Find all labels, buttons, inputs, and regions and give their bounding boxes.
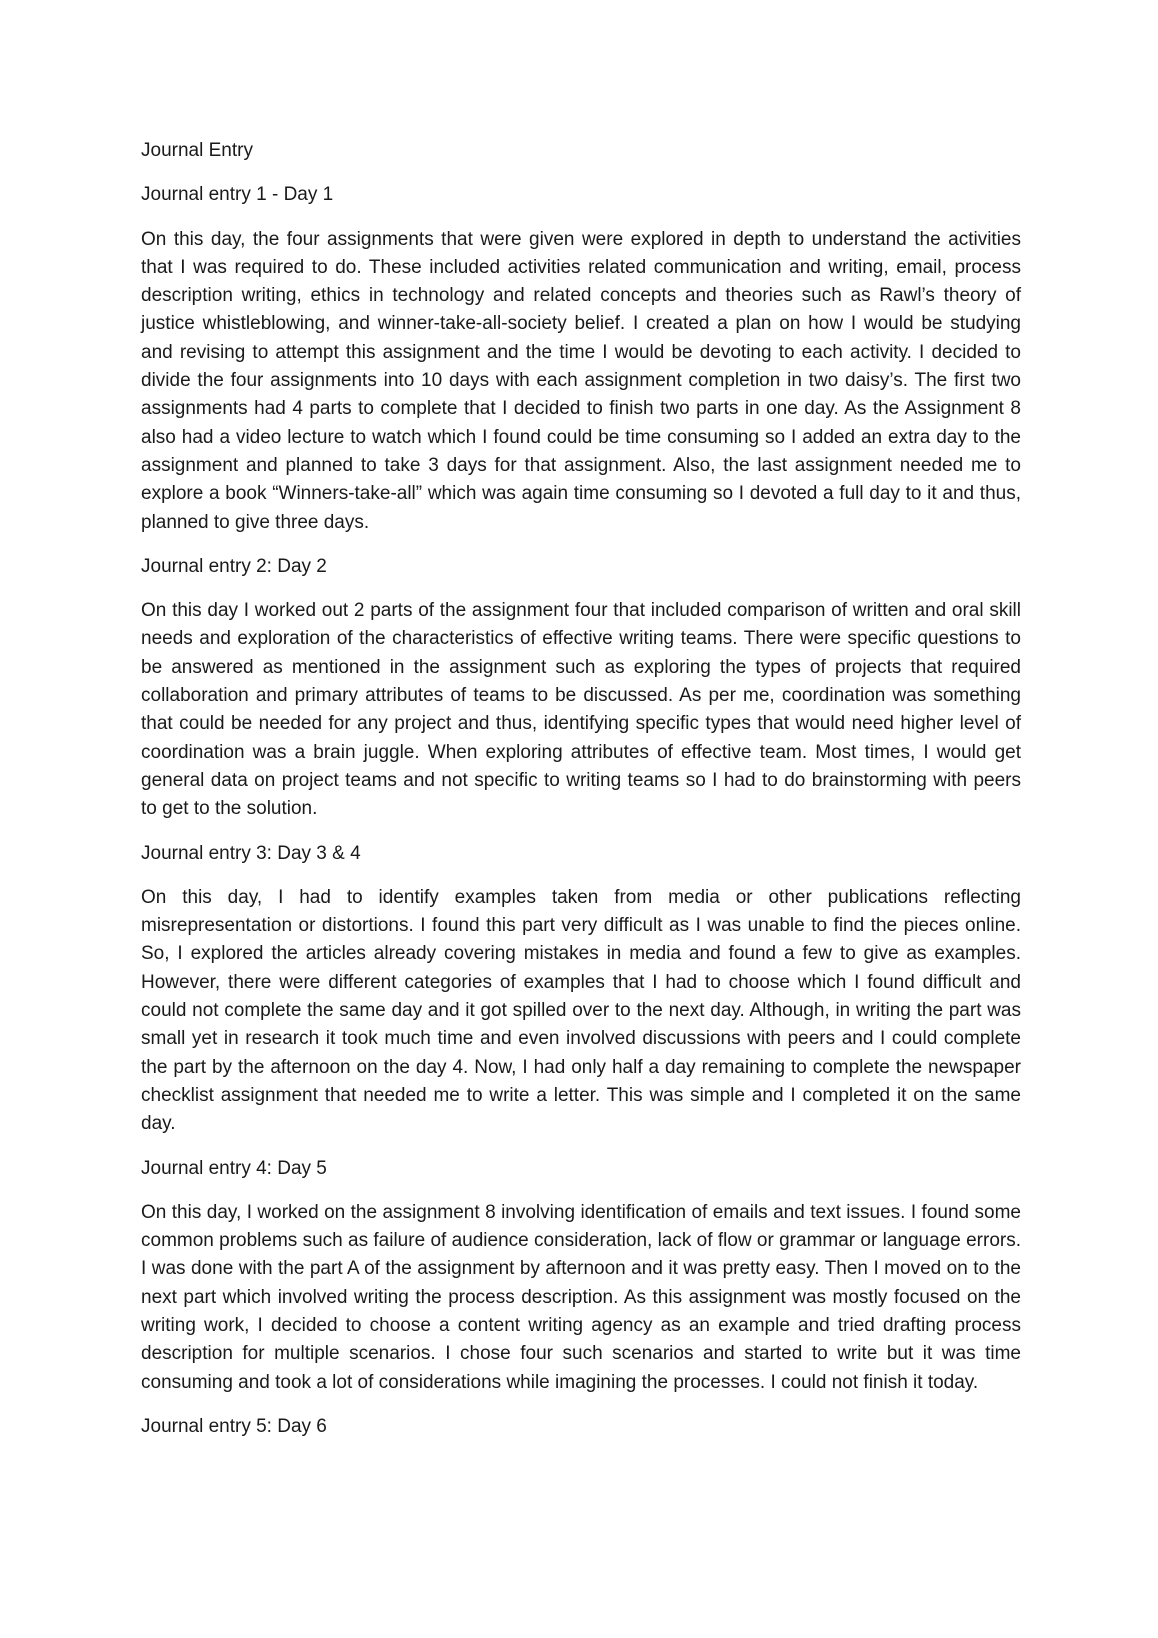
document-page [141,137,1021,1457]
entry-body-4: On this day, I worked on the assignment 8 involving identification of emails and text issues. I found some common problems such as failure of audience consideration, lack of flow or grammar or language errors. I was done with the part A of the assignment by afternoon and it was pretty easy. Then I moved on to the next part which involved writing the process description. As this assignment was mostly focused on the writing work, I decided to choose a content writing agency as an example and tried drafting process description for multiple scenarios. I chose four such scenarios and started to write but it was time consuming and took a lot of considerations while imagining the processes. I could not finish it today. [141,1201,1021,1393]
entry-heading-3: Journal entry 3: Day 3 & 4 [141,842,361,864]
entry-body-3: On this day, I had to identify examples taken from media or other publications reflecting misrepresentation or distortions. I found this part very difficult as I was unable to find the pieces online. So, I explored the articles already covering mistakes in media and found a few to give as examples. However, there were different categories of examples that I had to choose which I found difficult and could not complete the same day and it got spilled over to the next day. Although, in writing the part was small yet in research it took much time and even involved discussions with peers and I could complete the part by the afternoon on the day 4. Now, I had only half a day remaining to complete the newspaper checklist assignment that needed me to write a letter. This was simple and I completed it on the same day. [141,886,1021,1135]
entry-body-1: On this day, the four assignments that were given were explored in depth to understand the activities that I was required to do. These included activities related communication and writing, email, process description writing, ethics in technology and related concepts and theories such as Rawl’s theory of justice whistleblowing, and winner-take-all-society belief. I created a plan on how I would be studying and revising to attempt this assignment and the time I would be devoting to each activity. I decided to divide the four assignments into 10 days with each assignment completion in two daisy’s. The first two assignments had 4 parts to complete that I decided to finish two parts in one day. As the Assignment 8 also had a video lecture to watch which I found could be time consuming so I added an extra day to the assignment and planned to take 3 days for that assignment. Also, the last assignment needed me to explore a book “Winners-take-all” which was again time consuming so I devoted a full day to it and thus, planned to give three days. [141,228,1021,533]
entry-body-2: On this day I worked out 2 parts of the assignment four that included comparison of written and oral skill needs and exploration of the characteristics of effective writing teams. There were specific questions to be answered as mentioned in the assignment such as exploring the types of projects that required collaboration and primary attributes of teams to be discussed. As per me, coordination was something that could be needed for any project and thus, identifying specific types that would need higher level of coordination was a brain juggle. When exploring attributes of effective team. Most times, I would get general data on project teams and not specific to writing teams so I had to do brainstorming with peers to get to the solution. [141,600,1021,820]
document-title: Journal Entry [141,140,253,161]
entry-heading-5: Journal entry 5: Day 6 [141,1415,327,1437]
entry-heading-1: Journal entry 1 - Day 1 [141,184,334,206]
entry-heading-4: Journal entry 4: Day 5 [141,1157,327,1179]
entry-heading-2: Journal entry 2: Day 2 [141,555,327,577]
